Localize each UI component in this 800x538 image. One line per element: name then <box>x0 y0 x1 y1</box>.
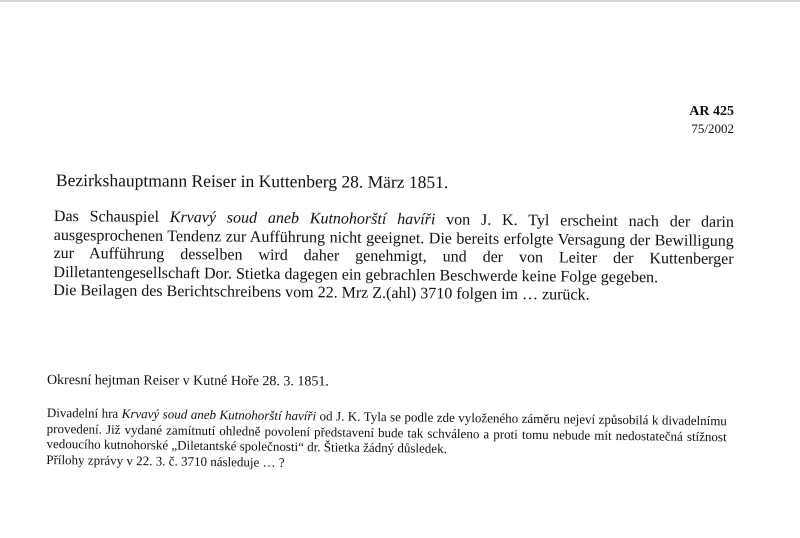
archive-code: AR 425 <box>689 104 734 119</box>
german-body <box>53 208 734 306</box>
czech-heading: Okresní hejtman Reiser v Kutné Hoře 28. 3. 1851. <box>46 373 329 390</box>
czech-p1-intro: Divadelní hra <box>46 405 122 421</box>
czech-paragraph-1 <box>46 405 727 460</box>
archive-number: 75/2002 <box>691 121 734 136</box>
german-p1-intro: Das Schauspiel <box>53 208 170 227</box>
german-heading: Bezirkshauptmann Reiser in Kuttenberg 28. März 1851. <box>55 170 449 193</box>
german-play-title: Krvavý soud aneb Kutnohorští havíři <box>169 209 436 229</box>
czech-play-title: Krvavý soud aneb Kutnohorští havíři <box>121 405 317 424</box>
german-p1-rest: von J. K. Tyl erscheint nach der darin ausgesprochenen Tendenz zur Aufführung nicht geeignet. Die bereits erfolgte Versagung der Bewilligung zur Aufführung desselben wird daher genehmigt, und der von Leiter der Kuttenberger Dilletantengesellschaft Dor. Stietka dagegen ein gebrachlen Beschwerde keine Folge gegeben. <box>53 211 734 286</box>
czech-p1-rest: od J. K. Tyla se podle zde vyloženého záměru nejeví způsobilá k divadelnímu provedení. Již vydané zamítnutí ohledně povolení představení bude tak schváleno a proti tomu nebude mít nedostatečná stížnost vedoucího kutnohorské „Diletantské společnosti“ dr. Štietka žádný důsledek. <box>46 408 727 456</box>
scan-edge-line <box>0 0 800 2</box>
reference-block <box>689 103 734 137</box>
german-paragraph-1 <box>53 208 734 288</box>
czech-body <box>46 405 727 475</box>
german-paragraph-2: Die Beilagen des Berichtschreibens vom 22. Mrz Z.(ahl) 3710 folgen im … zurück. <box>53 281 590 304</box>
czech-paragraph-2: Přílohy zprávy v 22. 3. č. 3710 následuje … ? <box>46 451 285 470</box>
